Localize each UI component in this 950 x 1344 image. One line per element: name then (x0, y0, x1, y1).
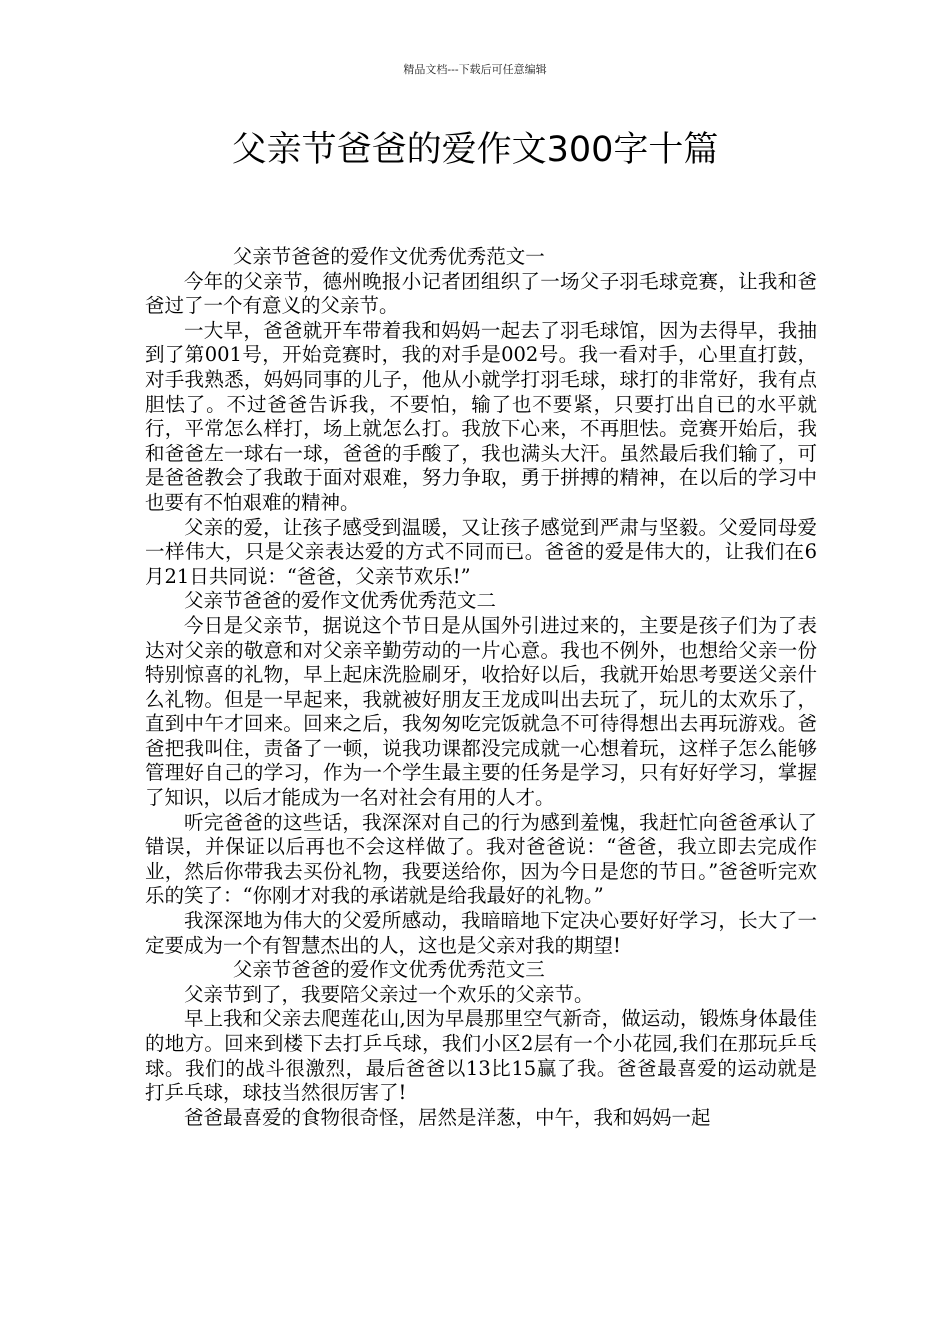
paragraph: 父亲的爱，让孩子感受到温暖，又让孩子感觉到严肃与坚毅。父爱同母爱一样伟大，只是父亲表达爱的方式不同而已。爸爸的爱是伟大的，让我们在6月21日共同说：“爸爸，父亲节欢乐!” (145, 515, 817, 588)
section-heading-1: 父亲节爸爸的爱作文优秀优秀范文一 (232, 245, 545, 268)
paragraph: 早上我和父亲去爬莲花山,因为早晨那里空气新奇，做运动，锻炼身体最佳的地方。回来到楼下去打乒乓球，我们小区2层有一个小花园,我们在那玩乒乓球。我们的战斗很激烈，最后爸爸以13比15赢了我。爸爸最喜爱的运动就是打乒乓球，球技当然很厉害了! (145, 1007, 817, 1105)
paragraph: 我深深地为伟大的父爱所感动，我暗暗地下定决心要好好学习，长大了一定要成为一个有智慧杰出的人，这也是父亲对我的期望! (145, 909, 817, 957)
document-title: 父亲节爸爸的爱作文300字十篇 (231, 130, 719, 170)
section-heading-2: 父亲节爸爸的爱作文优秀优秀范文二 (184, 589, 497, 613)
paragraph: 父亲节到了，我要陪父亲过一个欢乐的父亲节。 (184, 982, 594, 1006)
paragraph: 今日是父亲节，据说这个节日是从国外引进过来的，主要是孩子们为了表达对父亲的敬意和对父亲辛勤劳动的一片心意。我也不例外，也想给父亲一份特别惊喜的礼物，早上起床洗脸刷牙，收拾好以后，我就开始思考要送父亲什么礼物。但是一早起来，我就被好朋友王龙成叫出去玩了，玩儿的太欢乐了，直到中午才回来。回来之后，我匆匆吃完饭就急不可待得想出去再玩游戏。爸爸把我叫住，责备了一顿，说我功课都没完成就一心想着玩，这样子怎么能够管理好自己的学习，作为一个学生最主要的任务是学习，只有好好学习，掌握了知识，以后才能成为一名对社会有用的人才。 (145, 613, 817, 810)
header-note: 精品文档---下载后可任意编辑 (403, 63, 547, 76)
document-body (145, 245, 817, 1130)
paragraph: 今年的父亲节，德州晚报小记者团组织了一场父子羽毛球竞赛，让我和爸爸过了一个有意义的父亲节。 (145, 269, 817, 318)
paragraph: 一大早，爸爸就开车带着我和妈妈一起去了羽毛球馆，因为去得早，我抽到了第001号，开始竞赛时，我的对手是002号。我一看对手，心里直打鼓，对手我熟悉，妈妈同事的儿子，他从小就学打羽毛球，球打的非常好，我有点胆怯了。不过爸爸告诉我，不要怕，输了也不要紧，只要打出自已的水平就行，平常怎么样打，场上就怎么打。我放下心来，不再胆怯。竞赛开始后，我和爸爸左一球右一球，爸爸的手酸了，我也满头大汗。虽然最后我们输了，可是爸爸教会了我敢于面对艰难，努力争取，勇于拼搏的精神，在以后的学习中也要有不怕艰难的精神。 (145, 318, 817, 514)
paragraph: 爸爸最喜爱的食物很奇怪，居然是洋葱，中午，我和妈妈一起 (184, 1105, 711, 1129)
section-heading-3: 父亲节爸爸的爱作文优秀优秀范文三 (232, 958, 545, 982)
paragraph: 听完爸爸的这些话，我深深对自己的行为感到羞愧，我赶忙向爸爸承认了错误，并保证以后再也不会这样做了。我对爸爸说：“爸爸，我立即去完成作业，然后你带我去买份礼物，我要送给你，因为今日是您的节日。”爸爸听完欢乐的笑了：“你刚才对我的承诺就是给我最好的礼物。” (145, 810, 817, 908)
